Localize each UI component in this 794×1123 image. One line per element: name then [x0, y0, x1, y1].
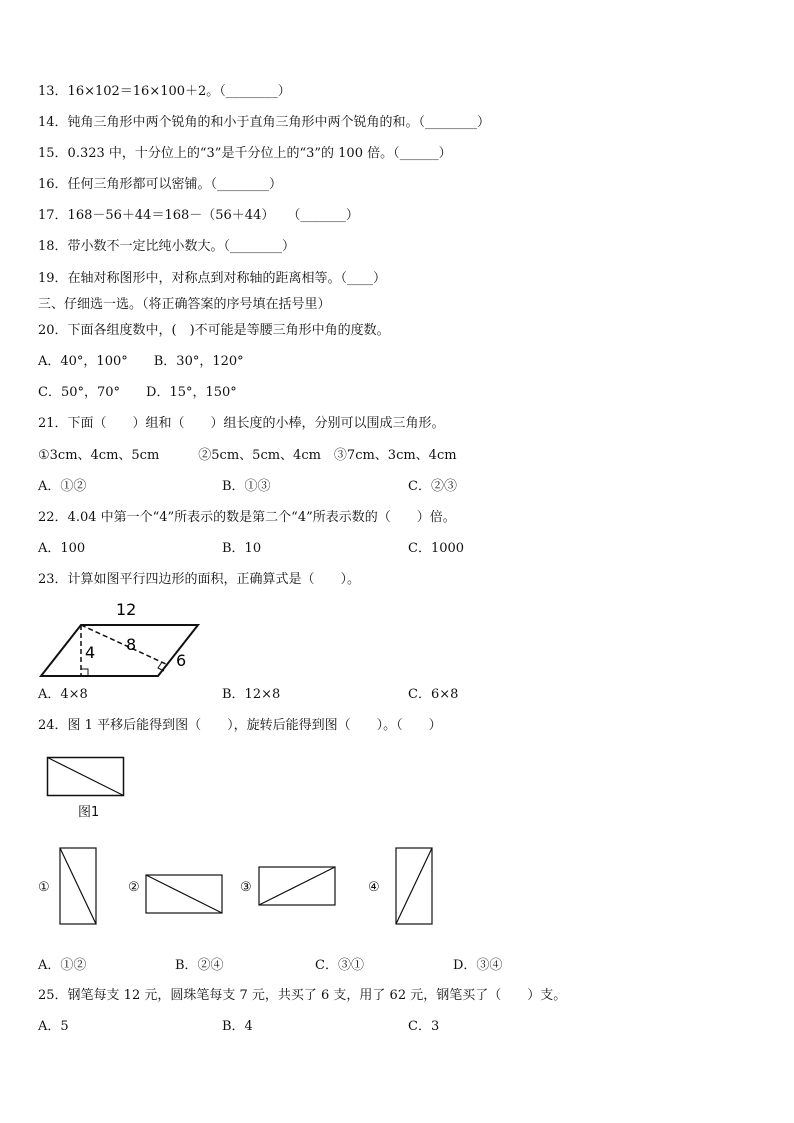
- question-17: 17．168－56＋44＝168－（56＋44） （_______）: [38, 208, 359, 223]
- question-24: 24．图 1 平移后能得到图（ ），旋转后能得到图（ ）。（ ）: [38, 718, 442, 733]
- question-24-option-d: D．③④: [453, 958, 503, 973]
- question-24-option-a: A．①②: [38, 958, 87, 973]
- figure-1-label: 图1: [78, 805, 100, 820]
- question-13: 13．16×102＝16×100＋2。（________）: [38, 84, 291, 99]
- label-height: 4: [85, 643, 96, 662]
- question-25-option-a: A．5: [38, 1019, 69, 1034]
- figure-option-1: [59, 847, 99, 927]
- question-25-option-c: C．3: [408, 1019, 440, 1034]
- question-22-option-b: B．10: [222, 541, 262, 556]
- parallelogram-figure: [36, 598, 206, 680]
- figure-option-4: [395, 847, 435, 927]
- question-22: 22．4.04 中第一个“4”所表示的数是第二个“4”所表示数的（ ）倍。: [38, 510, 456, 525]
- figure-mark-2: ②: [128, 880, 140, 895]
- question-21-option-a: A．①②: [38, 479, 87, 494]
- question-16: 16．任何三角形都可以密铺。（________）: [38, 177, 283, 192]
- figure-mark-1: ①: [38, 880, 50, 895]
- question-21: 21．下面（ ）组和（ ）组长度的小棒，分别可以围成三角形。: [38, 416, 445, 431]
- question-22-option-c: C．1000: [408, 541, 465, 556]
- question-25: 25．钢笔每支 12 元，圆珠笔每支 7 元，共买了 6 支，用了 62 元，钢笔买了（ ）支。: [38, 988, 567, 1003]
- question-23-option-c: C．6×8: [408, 687, 459, 702]
- label-top: 12: [116, 600, 137, 619]
- question-21-option-b: B．①③: [222, 479, 271, 494]
- question-15: 15．0.323 中，十分位上的“3”是千分位上的“3”的 100 倍。（______）: [38, 146, 452, 161]
- question-24-option-b: B．②④: [175, 958, 224, 973]
- question-23-option-a: A．4×8: [38, 687, 88, 702]
- section-3-heading: 三、仔细选一选。（将正确答案的序号填在括号里）: [38, 297, 331, 312]
- question-24-option-c: C．③①: [315, 958, 364, 973]
- question-20-options-row1: A．40°，100° B．30°，120°: [38, 354, 244, 369]
- question-25-option-b: B．4: [222, 1019, 253, 1034]
- figure-1-rectangle: [46, 756, 126, 798]
- question-18: 18．带小数不一定比纯小数大。（________）: [38, 239, 296, 254]
- question-14: 14．钝角三角形中两个锐角的和小于直角三角形中两个锐角的和。（________）: [38, 115, 491, 130]
- figure-mark-4: ④: [368, 880, 380, 895]
- question-23: 23．计算如图平行四边形的面积，正确算式是（ ）。: [38, 572, 361, 587]
- question-23-option-b: B．12×8: [222, 687, 281, 702]
- figure-option-3: [258, 866, 338, 908]
- label-side: 6: [176, 651, 187, 670]
- figure-option-2: [145, 874, 225, 916]
- question-22-option-a: A．100: [38, 541, 86, 556]
- label-diagonal: 8: [126, 635, 137, 654]
- question-20-options-row2: C．50°，70° D．15°，150°: [38, 385, 237, 400]
- question-21-groups: ①3cm、4cm、5cm ②5cm、5cm、4cm ③7cm、3cm、4cm: [38, 448, 457, 463]
- question-20: 20．下面各组度数中，( )不可能是等腰三角形中角的度数。: [38, 323, 390, 338]
- question-19: 19．在轴对称图形中，对称点到对称轴的距离相等。（____）: [38, 271, 387, 286]
- figure-mark-3: ③: [240, 880, 252, 895]
- question-21-option-c: C．②③: [408, 479, 457, 494]
